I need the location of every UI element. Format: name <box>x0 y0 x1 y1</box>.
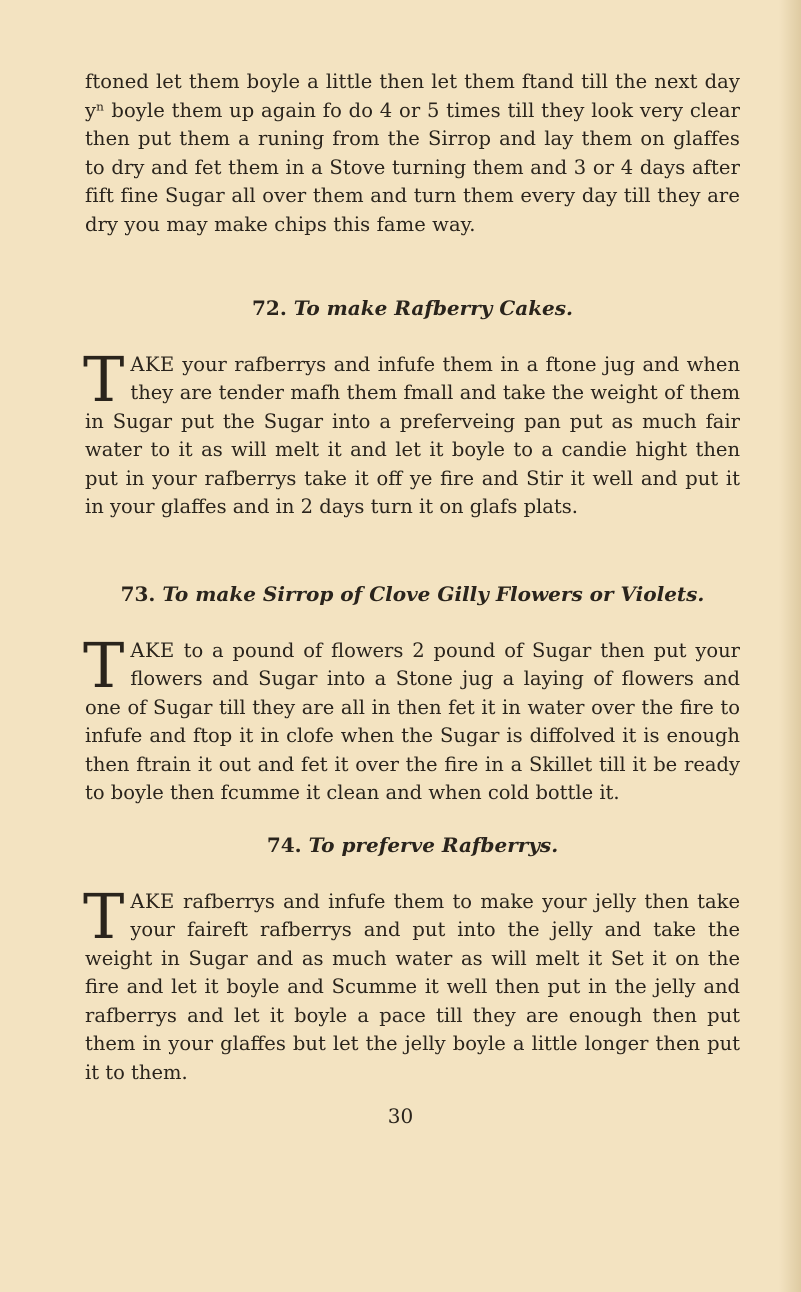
recipe-body-text: rafberrys and infufe them to make your jelly then take your faireft rafberrys and put into the jelly and take the weight in Sugar and as much water as will melt it Set it on the fire and let it boyle and Scumme it well then put in the jelly and rafberrys and let it boyle a pace till they are enough then put them in your glaffes but let the jelly boyle a little longer then put it to them. <box>85 889 740 1084</box>
page-number: 30 <box>387 1104 414 1128</box>
recipe-body-text: to a pound of flowers 2 pound of Sugar then put your flowers and Sugar into a Stone jug a laying of flowers and one of Sugar till they are all in then fet it in water over the fire to infufe and ftop it in clofe when the Sugar is diffolved it is enough then ftrain it out and fet it over the fire in a Skillet till it be ready to boyle then fcumme it clean and when cold bottle it. <box>85 638 740 804</box>
recipe-title: To make Rafberry Cakes. <box>293 296 573 320</box>
recipe-72-body <box>83 342 740 522</box>
intro-paragraph: ftoned let them boyle a little then let them ftand till the next day yⁿ boyle them up again fo do 4 or 5 times till they look very clear then put them a runing from the Sirrop and lay them on glaffes to dry and fet them in a Stove turning them and 3 or 4 days after fift fine Sugar all over them and turn them every day till they are dry you may make chips this fame way. <box>85 70 740 236</box>
first-word-caps: AKE <box>130 638 175 662</box>
drop-cap: T <box>83 342 125 416</box>
drop-cap: T <box>83 628 125 702</box>
recipe-number: 73. <box>120 582 156 606</box>
recipe-74-heading <box>85 830 740 860</box>
recipe-73-body <box>83 628 740 808</box>
first-word-caps: AKE <box>130 889 175 913</box>
recipe-72-heading <box>85 293 740 323</box>
recipe-title: To preferve Rafberrys. <box>308 833 559 857</box>
page-edge-shadow <box>779 0 801 1292</box>
recipe-73-heading <box>85 579 740 609</box>
recipe-title: To make Sirrop of Clove Gilly Flowers or Violets. <box>162 582 705 606</box>
drop-cap: T <box>83 879 125 953</box>
recipe-74-body <box>83 879 740 1088</box>
recipe-number: 74. <box>266 833 302 857</box>
first-word-caps: AKE <box>130 352 175 376</box>
recipe-body-text: your rafberrys and infufe them in a ftone jug and when they are tender mafh them fmall and take the weight of them in Sugar put the Sugar into a preferveing pan put as much fair water to it as will melt it and let it boyle to a candie hight then put in your rafberrys take it off ye fire and Stir it well and put it in your glaffes and in 2 days turn it on glafs plats. <box>85 352 740 518</box>
recipe-number: 72. <box>251 296 287 320</box>
